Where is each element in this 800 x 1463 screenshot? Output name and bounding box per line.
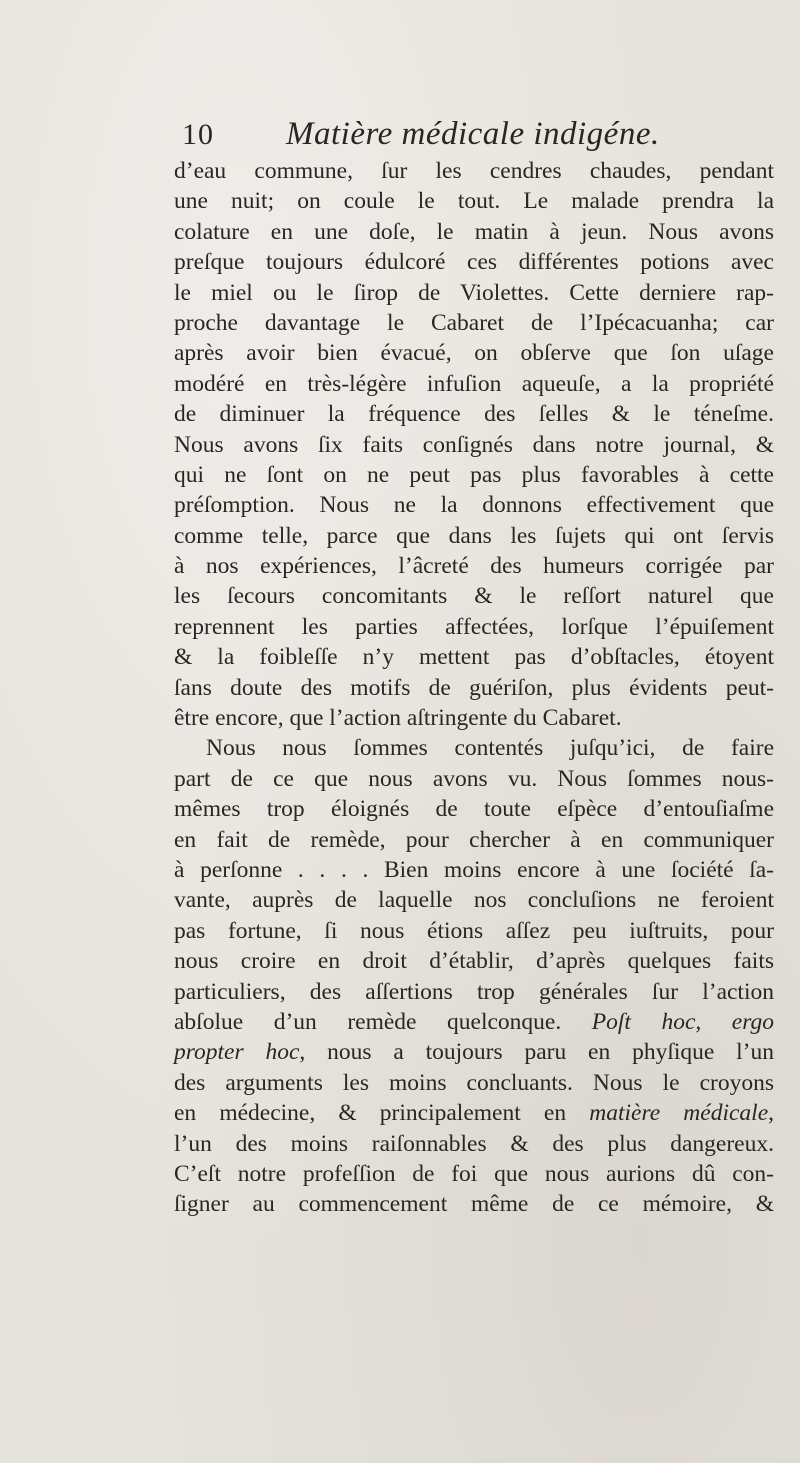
text-line: après avoir bien évacué, on obſerve que ſon uſage (174, 340, 774, 367)
text-line: être encore, que l’action aſtringente du Cabaret. (174, 705, 622, 732)
text-line: Nous avons ſix faits conſignés dans notre journal, & (174, 431, 774, 458)
text-line: part de ce que nous avons vu. Nous ſommes nous- (174, 765, 774, 792)
text-line (174, 1037, 774, 1067)
latin-phrase: Poſt hoc, ergo (591, 1008, 774, 1035)
paragraph-start-line: Nous nous ſommes contentés juſqu’ici, de faire (206, 735, 774, 762)
emphasized-term: matière médicale (589, 1100, 769, 1127)
text-line: une nuit; on coule le tout. Le malade prendra la (174, 188, 774, 215)
text-line: C’eſt notre profeſſion de foi que nous aurions dû con- (174, 1160, 774, 1187)
text-line: & la foibleſſe n’y mettent pas d’obſtacles, étoyent (174, 644, 774, 671)
text-line: pas fortune, ſi nous étions aſſez peu iuſtruits, pour (174, 917, 774, 944)
latin-phrase: propter hoc (174, 1039, 300, 1066)
text-line: qui ne ſont on ne peut pas plus favorables à cette (174, 461, 774, 488)
text-line: colature en une doſe, le matin à jeun. Nous avons (174, 218, 774, 245)
text-line: proche davantage le Cabaret de l’Ipécacuanha; car (174, 309, 774, 336)
text-line (174, 1098, 774, 1128)
running-head (182, 116, 782, 156)
text-line: comme telle, parce que dans les ſujets qui ont ſervis (174, 522, 774, 549)
text-run: en médecine, & principalement en (174, 1100, 567, 1127)
text-run: , nous a toujours paru en phyſique l’un (299, 1039, 775, 1066)
running-title: Matière médicale indigéne. (286, 116, 660, 152)
text-line: ſans doute des motifs de guériſon, plus évidents peut- (174, 674, 774, 701)
body-text (174, 156, 774, 1220)
text-line: le miel ou le ſirop de Violettes. Cette derniere rap- (174, 279, 774, 306)
text-line: d’eau commune, ſur les cendres chaudes, pendant (174, 158, 774, 184)
text-line: à nos expériences, l’âcreté des humeurs corrigée par (174, 553, 774, 580)
text-line: en fait de remède, pour chercher à en communiquer (174, 826, 774, 853)
text-line: l’un des moins raiſonnables & des plus dangereux. (174, 1130, 774, 1157)
text-line: modéré en très-légère infuſion aqueuſe, a la propriété (174, 370, 774, 397)
text-run: abſolue d’un remède quelconque. (174, 1008, 562, 1035)
page-number: 10 (182, 118, 214, 151)
text-line: reprennent les parties affectées, lorſque l’épuiſement (174, 613, 774, 640)
text-run: , (768, 1100, 775, 1127)
text-line: vante, auprès de laquelle nos concluſions ne feroient (174, 887, 774, 914)
text-line: ſigner au commencement même de ce mémoire, & (174, 1191, 774, 1218)
text-line: des arguments les moins concluants. Nous le croyons (174, 1069, 774, 1096)
text-line: nous croire en droit d’établir, d’après quelques faits (174, 948, 774, 975)
text-line: de diminuer la fréquence des ſelles & le téneſme. (174, 401, 774, 428)
text-line: preſque toujours édulcoré ces différentes potions avec (174, 249, 774, 276)
text-line: les ſecours concomitants & le reſſort naturel que (174, 583, 774, 610)
text-line: à perſonne . . . . Bien moins encore à une ſociété ſa- (174, 856, 774, 883)
text-line: particuliers, des aſſertions trop générales ſur l’action (174, 978, 774, 1005)
text-line (174, 1007, 774, 1037)
text-line: mêmes trop éloignés de toute eſpèce d’entouſiaſme (174, 796, 774, 823)
text-line: préſomption. Nous ne la donnons effectivement que (174, 492, 774, 519)
